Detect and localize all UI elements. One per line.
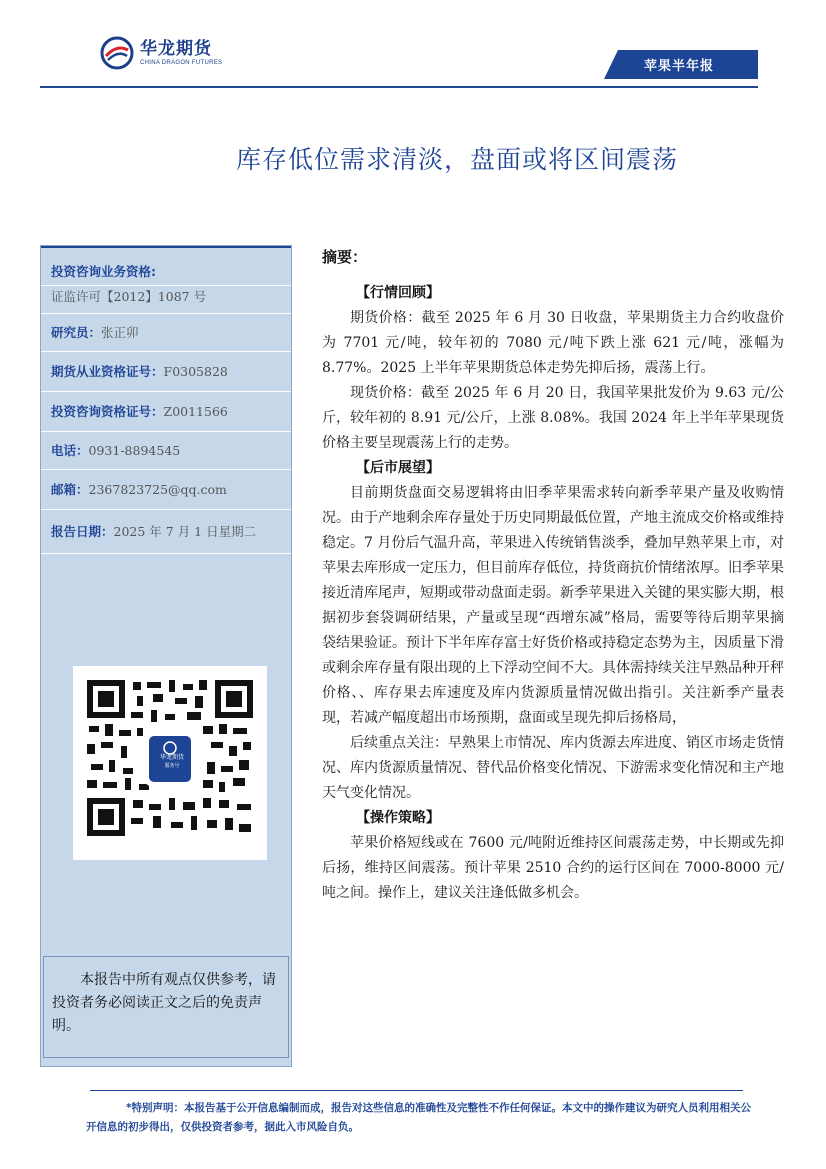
sidebar-item-consult-cert: [41, 392, 291, 432]
phone-value: 0931-8894545: [88, 443, 181, 458]
brand-name-en: CHINA DRAGON FUTURES: [140, 60, 223, 66]
analyst-sidebar: [40, 245, 292, 1067]
futures-cert-label: 期货从业资格证号：: [51, 364, 164, 379]
futures-cert-value: F0305828: [163, 364, 228, 379]
report-type-label: 苹果半年报: [643, 59, 714, 74]
summary-content: [322, 246, 784, 906]
footer-divider: [90, 1090, 743, 1091]
consult-cert-label: 投资咨询资格证号：: [51, 404, 164, 419]
disclaimer-box: [43, 956, 289, 1058]
paragraph-spot-price: 现货价格：截至 2025 年 6 月 20 日，我国苹果批发价为 9.63 元/公斤，较年初的 8.91 元/公斤，上涨 8.08%。我国 2024 年上半年苹果现货价格主要呈现震荡上行的走势。: [322, 385, 784, 451]
sidebar-item-report-date: [41, 510, 291, 554]
sidebar-item-qualification: [41, 258, 291, 286]
email-value[interactable]: 2367823725@qq.com: [88, 482, 227, 497]
header-divider: [40, 86, 758, 88]
special-statement: *特别声明：本报告基于公开信息编制而成，报告对这些信息的准确性及完整性不作任何保证。本文中的操作建议为研究人员利用相关公开信息的初步得出，仅供投资者参考，据此入市风险自负。: [86, 1102, 751, 1133]
section-heading-strategy: 【操作策略】: [356, 810, 440, 826]
dragon-logo-icon: [100, 36, 134, 70]
section-heading-outlook: 【后市展望】: [356, 460, 440, 476]
sidebar-item-researcher: [41, 314, 291, 352]
paragraph-outlook: 目前期货盘面交易逻辑将由旧季苹果需求转向新季苹果产量及收购情况。由于产地剩余库存量处于历史同期最低位置，产地主流成交价格或维持稳定。7 月份后气温升高，苹果进入传统销售淡季，叠加早熟苹果上市，对苹果去库形成一定压力，但目前库存低位，持货商抗价情绪浓厚。旧季苹果接近清库尾声，短期或带动盘面走弱。新季苹果进入关键的果实膨大期，根据初步套袋调研结果，产量或呈现“西增东减”格局，需要等待后期苹果摘袋结果验证。预计下半年库存富士好货价格或持稳定态势为主，因质量下滑或剩余库存量有限出现的上下浮动空间不大。具体需持续关注早熟品种开秤价格、、库存果去库速度及库内货源质量情况做出指引。关注新季产量表现，若减产幅度超出市场预期，盘面或呈现先抑后扬格局，: [322, 485, 784, 726]
report-type-band: [618, 50, 758, 79]
disclaimer-text: 本报告中所有观点仅供参考，请投资者务必阅读正文之后的免责声明。: [52, 972, 276, 1034]
qr-badge-label: 华龙期货: [159, 754, 184, 761]
paragraph-focus-points: 后续重点关注：早熟果上市情况、库内货源去库进度、销区市场走货情况、库内货源质量情况、替代品价格变化情况、下游需求变化情况和主产地天气变化情况。: [322, 735, 784, 801]
brand-name: 华龙期货: [140, 39, 212, 59]
qr-badge-sub: 服务号: [164, 763, 180, 769]
paragraph-futures-price: 期货价格：截至 2025 年 6 月 30 日收盘，苹果期货主力合约收盘价为 7701 元/吨，较年初的 7080 元/吨下跌上涨 621 元/吨，涨幅为 8.77%。2025 上半年苹果期货总体走势先抑后扬，震荡上行。: [322, 310, 784, 376]
sidebar-item-email: [41, 470, 291, 510]
sidebar-top-rule: [41, 246, 291, 248]
report-date-label: 报告日期：: [51, 524, 114, 539]
consult-cert-value: Z0011566: [163, 404, 228, 419]
sidebar-item-futures-cert: [41, 352, 291, 392]
phone-label: 电话：: [51, 443, 89, 458]
company-logo: [100, 36, 222, 70]
sidebar-item-license: [41, 286, 291, 314]
summary-heading: 摘要：: [322, 248, 368, 266]
report-date-value: 2025 年 7 月 1 日星期二: [113, 524, 257, 539]
license-value: 证监许可【2012】1087 号: [51, 289, 207, 304]
paragraph-strategy: 苹果价格短线或在 7600 元/吨附近维持区间震荡走势，中长期或先抑后扬，维持区间震荡。预计苹果 2510 合约的运行区间在 7000-8000 元/吨之间。操作上，建议关注逢低做多机会。: [322, 835, 784, 901]
qualification-label: 投资咨询业务资格:: [51, 264, 156, 279]
qr-code[interactable]: [73, 666, 267, 860]
sidebar-item-phone: [41, 432, 291, 470]
researcher-value: 张正卯: [101, 325, 139, 340]
researcher-label: 研究员：: [51, 325, 102, 340]
section-heading-market-review: 【行情回顾】: [356, 285, 440, 301]
email-label: 邮箱：: [51, 482, 89, 497]
report-title: 库存低位需求清淡，盘面或将区间震荡: [236, 145, 679, 174]
